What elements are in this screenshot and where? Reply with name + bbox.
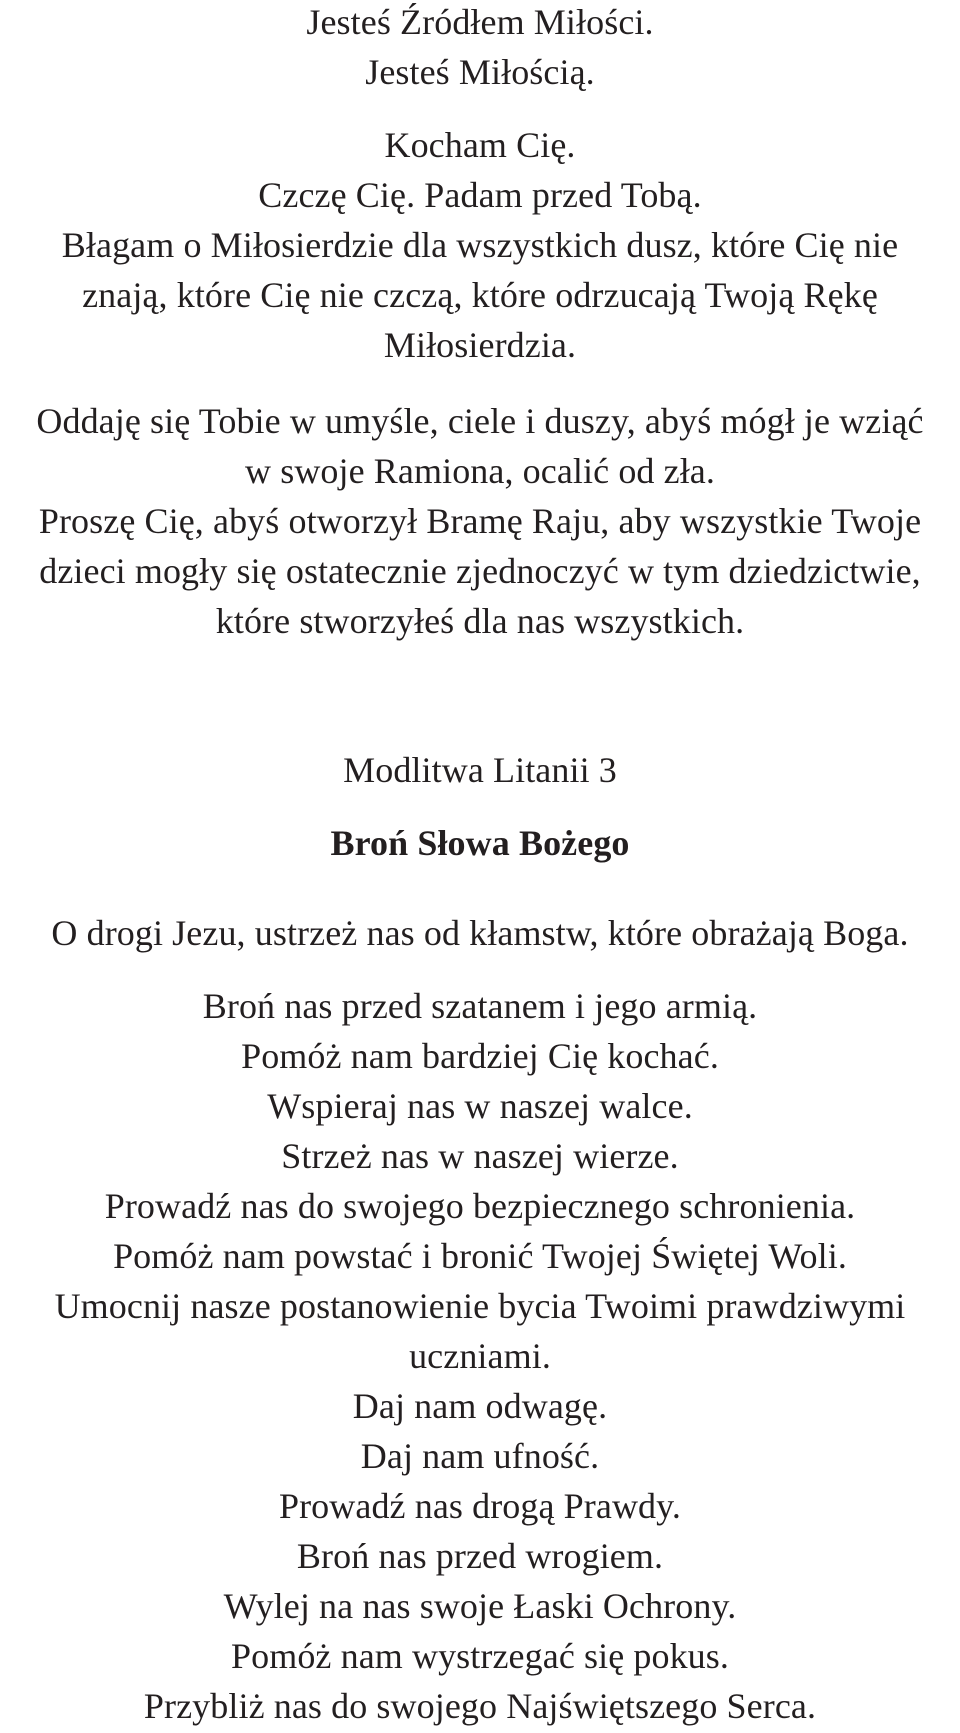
litany-line: Pomóż nam powstać i bronić Twojej Świętej Woli. bbox=[113, 1236, 847, 1276]
intro-line: Kocham Cię. bbox=[384, 125, 576, 165]
litany-line: Broń nas przed szatanem i jego armią. bbox=[202, 986, 758, 1026]
intro-line: Jesteś Miłością. bbox=[365, 52, 595, 92]
litany-line: Broń nas przed wrogiem. bbox=[296, 1536, 664, 1576]
section-title: Broń Słowa Bożego bbox=[330, 823, 630, 863]
litany-line: uczniami. bbox=[409, 1336, 551, 1376]
litany-line: Strzeż nas w naszej wierze. bbox=[281, 1136, 679, 1176]
intro-line: Miłosierdzia. bbox=[383, 325, 577, 365]
litany-line: Prowadź nas do swojego bezpiecznego schronienia. bbox=[104, 1186, 856, 1226]
intro-line: w swoje Ramiona, ocalić od zła. bbox=[245, 451, 715, 491]
intro-line: Jesteś Źródłem Miłości. bbox=[306, 2, 654, 42]
intro-line: Proszę Cię, abyś otworzył Bramę Raju, aby wszystkie Twoje bbox=[38, 501, 922, 541]
intro-line: Błagam o Miłosierdzie dla wszystkich dusz, które Cię nie bbox=[61, 225, 899, 265]
litany-line: Daj nam ufność. bbox=[360, 1436, 600, 1476]
litany-line: Przybliż nas do swojego Najświętszego Serca. bbox=[143, 1686, 817, 1726]
intro-line: które stworzyłeś dla nas wszystkich. bbox=[215, 601, 745, 641]
litany-line: Pomóż nam bardziej Cię kochać. bbox=[241, 1036, 719, 1076]
intro-line: Oddaję się Tobie w umyśle, ciele i duszy, abyś mógł je wziąć bbox=[36, 401, 924, 441]
intro-line: Czczę Cię. Padam przed Tobą. bbox=[258, 175, 702, 215]
litany-line: Daj nam odwagę. bbox=[352, 1386, 608, 1426]
litany-line: Wspieraj nas w naszej walce. bbox=[267, 1086, 693, 1126]
litany-line: Wylej na nas swoje Łaski Ochrony. bbox=[223, 1586, 737, 1626]
litany-opening: O drogi Jezu, ustrzeż nas od kłamstw, które obrażają Boga. bbox=[51, 913, 909, 953]
litany-line: Umocnij nasze postanowienie bycia Twoimi prawdziwymi bbox=[54, 1286, 906, 1326]
litany-line: Prowadź nas drogą Prawdy. bbox=[278, 1486, 682, 1526]
intro-line: dzieci mogły się ostatecznie zjednoczyć w tym dziedzictwie, bbox=[39, 551, 921, 591]
intro-line: znają, które Cię nie czczą, które odrzucają Twoją Rękę bbox=[82, 275, 878, 315]
section-heading: Modlitwa Litanii 3 bbox=[343, 750, 617, 790]
litany-line: Pomóż nam wystrzegać się pokus. bbox=[231, 1636, 729, 1676]
